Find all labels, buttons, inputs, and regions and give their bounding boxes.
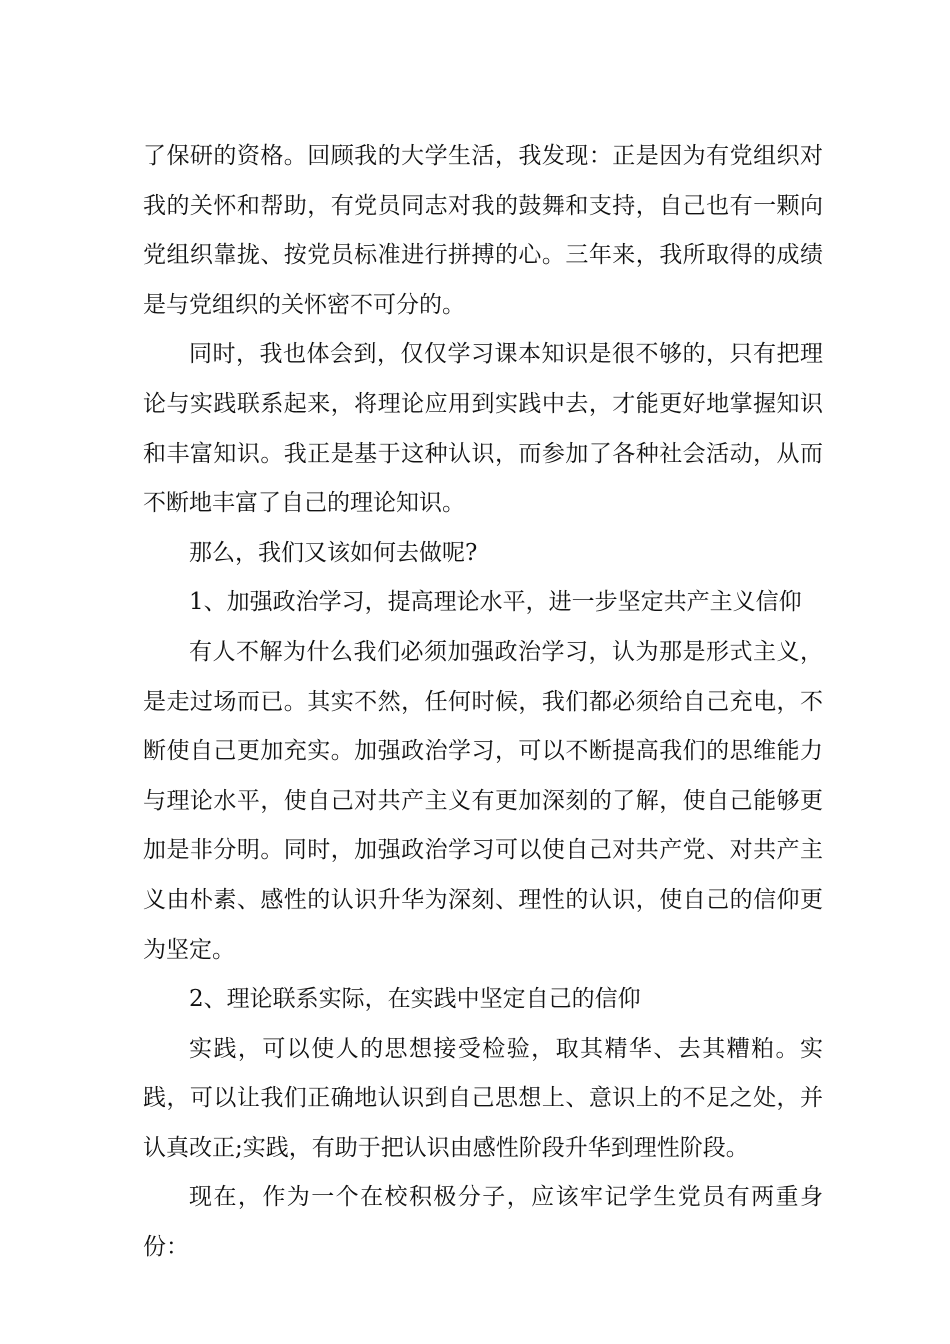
paragraph-question: 那么，我们又该如何去做呢? bbox=[189, 539, 478, 566]
section-heading-1: 1、加强政治学习，提高理论水平，进一步坚定共产主义信仰 bbox=[189, 589, 802, 616]
paragraph-activist-identity: 现在，作为一个在校积极分子，应该牢记学生党员有两重身份： bbox=[143, 1184, 823, 1261]
document-body bbox=[143, 132, 823, 1273]
paragraph-continuation: 了保研的资格。回顾我的大学生活，我发现：正是因为有党组织对我的关怀和帮助，有党员同志对我的鼓舞和支持，自己也有一颗向党组织靠拢、按党员标准进行拼搏的心。三年来，我所取得的成绩是与党组织的关怀密不可分的。 bbox=[143, 143, 823, 318]
paragraph-theory-practice: 同时，我也体会到，仅仅学习课本知识是很不够的，只有把理论与实践联系起来，将理论应用到实践中去，才能更好地掌握知识和丰富知识。我正是基于这种认识，而参加了各种社会活动，从而不断地丰富了自己的理论知识。 bbox=[143, 341, 823, 517]
paragraph-political-study: 有人不解为什么我们必须加强政治学习，认为那是形式主义，是走过场而已。其实不然，任何时候，我们都必须给自己充电，不断使自己更加充实。加强政治学习，可以不断提高我们的思维能力与理论水平，使自己对共产主义有更加深刻的了解，使自己能够更加是非分明。同时，加强政治学习可以使自己对共产党、对共产主义由朴素、感性的认识升华为深刻、理性的认识，使自己的信仰更为坚定。 bbox=[143, 638, 823, 963]
paragraph-practice: 实践，可以使人的思想接受检验，取其精华、去其糟粕。实践，可以让我们正确地认识到自己思想上、意识上的不足之处，并认真改正;实践，有助于把认识由感性阶段升华到理性阶段。 bbox=[143, 1035, 823, 1161]
section-heading-2: 2、理论联系实际，在实践中坚定自己的信仰 bbox=[189, 986, 641, 1013]
